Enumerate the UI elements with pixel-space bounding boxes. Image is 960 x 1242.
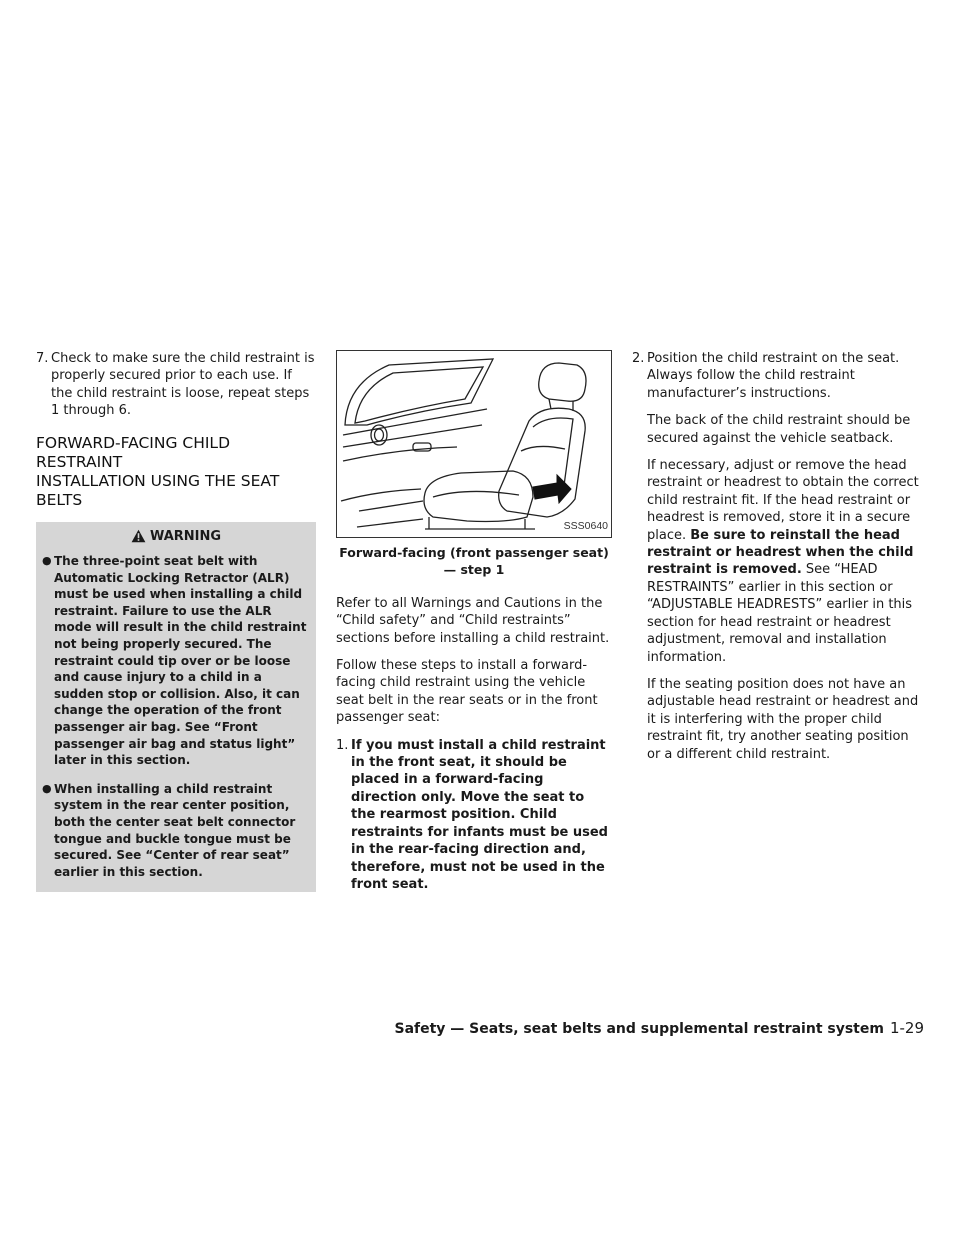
step-1 — [336, 737, 612, 894]
warning-label: WARNING — [149, 528, 222, 544]
paragraph-bold-text: Be sure to reinstall the head restraint or headrest when the child restraint is removed. — [647, 527, 914, 578]
paragraph: If the seating position does not have an adjustable head restraint or headrest and it is interfering with the proper child restraint fit, try another seating position or a different child restraint. — [647, 676, 919, 762]
warning-text: The three-point seat belt with Automatic Locking Retractor (ALR) must be used when installing a child restraint. Failure to use the ALR mode will result in the child restraint not being properly secured. The restraint could tip over or be loose and cause injury to a child in a sudden stop or collision. Also, it can change the operation of the front passenger air bag. See “Front passenger air bag and status light” later in this section. — [54, 554, 307, 768]
step-number: 1. — [336, 737, 349, 753]
page-number: 1-29 — [889, 1019, 924, 1037]
section-title-line1: FORWARD-FACING CHILD RESTRAINT — [36, 433, 231, 471]
warning-box — [36, 522, 316, 893]
step-7 — [36, 350, 316, 420]
page-footer — [394, 1019, 924, 1037]
warning-icon — [131, 529, 146, 543]
step-number: 2. — [632, 351, 645, 366]
warning-item — [42, 553, 310, 769]
warning-header — [42, 528, 310, 545]
footer-section-title: Safety — Seats, seat belts and supplemental restraint system — [394, 1021, 884, 1037]
step-text: Check to make sure the child restraint is properly secured prior to each use. If the child restraint is loose, repeat steps 1 through 6. — [51, 351, 315, 419]
paragraph-text: If necessary, adjust or remove the head restraint or headrest to obtain the correct child restraint fit. If the head restraint or headrest is removed, store it in a secure place. — [647, 458, 919, 543]
paragraph-text: See “HEAD RESTRAINTS” earlier in this section or “ADJUSTABLE HEADRESTS” earlier in this section for head restraint or headrest adjustment, removal and installation information. — [647, 562, 913, 665]
seat-illustration — [336, 350, 612, 538]
paragraph: Refer to all Warnings and Cautions in the “Child safety” and “Child restraints” sections before installing a child restraint. — [336, 595, 610, 646]
section-title — [36, 434, 316, 510]
step-number: 7. — [36, 351, 49, 366]
section-title-line2: INSTALLATION USING THE SEAT BELTS — [36, 471, 280, 509]
middle-column — [336, 350, 612, 893]
step-text: Position the child restraint on the seat. Always follow the child restraint manufacturer’s instructions. — [647, 351, 900, 401]
step-2 — [632, 350, 924, 402]
figure-code: SSS0640 — [563, 519, 608, 532]
step-text: If you must install a child restraint in the front seat, it should be placed in a forward-facing direction only. Move the seat to the rearmost position. Child restraints for infants must be used in the rear-facing direction and, therefore, must not be used in the front seat. — [351, 737, 608, 892]
paragraph: The back of the child restraint should be secured against the vehicle seatback. — [647, 413, 911, 446]
paragraph: Follow these steps to install a forward-facing child restraint using the vehicle seat belt in the rear seats or in the front passenger seat: — [336, 658, 598, 726]
figure-caption: Forward-facing (front passenger seat) — step 1 — [339, 545, 609, 578]
right-column — [632, 350, 924, 773]
left-column — [36, 350, 316, 892]
bullet-icon: ● — [42, 554, 52, 568]
seat-drawing — [337, 351, 611, 537]
bullet-icon: ● — [42, 781, 52, 795]
warning-text: When installing a child restraint system in the rear center position, both the center seat belt connector tongue and buckle tongue must be secured. See “Center of rear seat” earlier in this section. — [54, 781, 296, 879]
paragraph-headrest — [647, 457, 924, 666]
warning-item — [42, 781, 310, 881]
